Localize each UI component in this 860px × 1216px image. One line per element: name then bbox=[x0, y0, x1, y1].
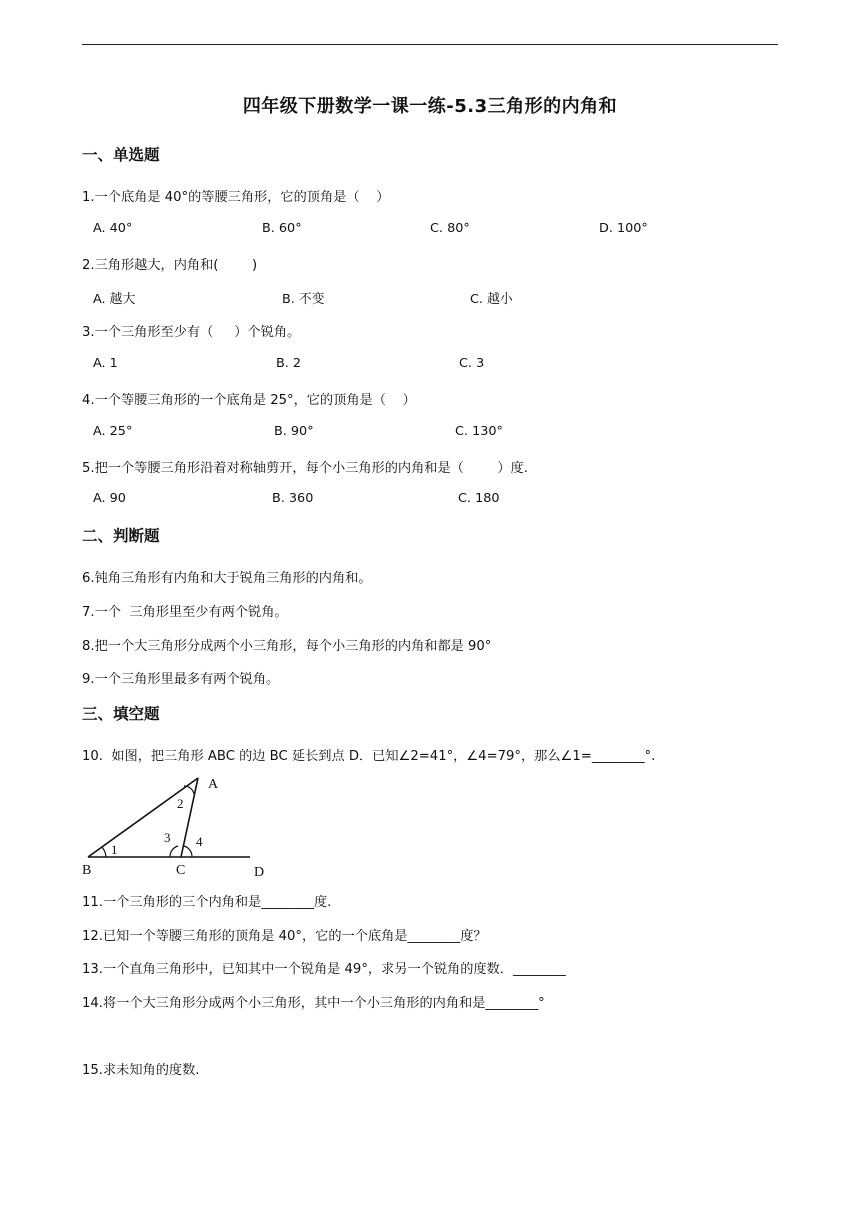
q5-option-c: C. 180 bbox=[458, 491, 500, 506]
angle-2-label: 2 bbox=[177, 796, 184, 811]
q1-option-b: B. 60° bbox=[262, 221, 302, 236]
angle-4-arc bbox=[184, 846, 192, 857]
q4-option-b: B. 90° bbox=[274, 424, 314, 439]
side-ba bbox=[88, 778, 198, 857]
angle-3-label: 3 bbox=[164, 830, 171, 845]
section-heading-single-choice: 一、单选题 bbox=[82, 146, 160, 164]
q5-option-b: B. 360 bbox=[272, 491, 314, 506]
point-c-label: C bbox=[176, 863, 186, 878]
q4-option-a: A. 25° bbox=[93, 424, 133, 439]
question-12: 12.已知一个等腰三角形的顶角是 40°，它的一个底角是________度？ bbox=[82, 929, 487, 944]
page-title: 四年级下册数学一课一练-5.3三角形的内角和 bbox=[242, 96, 618, 117]
section-heading-fill-blank: 三、填空题 bbox=[82, 705, 160, 723]
point-d-label: D bbox=[254, 865, 265, 880]
question-9: 9.一个三角形里最多有两个锐角。 bbox=[82, 672, 280, 687]
q1-option-d: D. 100° bbox=[599, 221, 648, 236]
question-11: 11.一个三角形的三个内角和是________度. bbox=[82, 895, 332, 910]
question-3: 3.一个三角形至少有（ ）个锐角。 bbox=[82, 325, 301, 340]
q3-option-a: A. 1 bbox=[93, 356, 118, 371]
triangle-figure bbox=[80, 770, 270, 880]
q3-option-b: B. 2 bbox=[276, 356, 302, 371]
question-15: 15.求未知角的度数. bbox=[82, 1063, 200, 1078]
question-6: 6.钝角三角形有内角和大于锐角三角形的内角和。 bbox=[82, 571, 372, 586]
angle-1-label: 1 bbox=[111, 842, 118, 857]
question-13: 13.一个直角三角形中，已知其中一个锐角是 49°，求另一个锐角的度数．________ bbox=[82, 962, 566, 977]
question-10: 10. 如图，把三角形 ABC 的边 BC 延长到点 D．已知∠2=41°，∠4=79°，那么∠1=________°. bbox=[82, 749, 656, 764]
q4-option-c: C. 130° bbox=[455, 424, 503, 439]
q2-option-c: C. 越小 bbox=[470, 292, 513, 307]
question-7: 7.一个 三角形里至少有两个锐角。 bbox=[82, 605, 288, 620]
header-rule bbox=[82, 44, 778, 45]
angle-1-arc bbox=[102, 847, 106, 857]
question-2: 2.三角形越大，内角和( ) bbox=[82, 258, 258, 273]
q2-option-b: B. 不变 bbox=[282, 292, 325, 307]
question-1: 1.一个底角是 40°的等腰三角形，它的顶角是（ ） bbox=[82, 190, 390, 205]
q5-option-a: A. 90 bbox=[93, 491, 126, 506]
point-a-label: A bbox=[208, 777, 219, 792]
section-heading-true-false: 二、判断题 bbox=[82, 527, 160, 545]
q1-option-c: C. 80° bbox=[430, 221, 470, 236]
question-14: 14.将一个大三角形分成两个小三角形，其中一个小三角形的内角和是________° bbox=[82, 996, 545, 1011]
point-b-label: B bbox=[82, 863, 92, 878]
question-4: 4.一个等腰三角形的一个底角是 25°，它的顶角是（ ） bbox=[82, 393, 416, 408]
angle-3-arc bbox=[170, 846, 178, 857]
q2-option-a: A. 越大 bbox=[93, 292, 136, 307]
angle-4-label: 4 bbox=[196, 834, 203, 849]
question-8: 8.把一个大三角形分成两个小三角形，每个小三角形的内角和都是 90° bbox=[82, 639, 492, 654]
q3-option-c: C. 3 bbox=[459, 356, 485, 371]
q1-option-a: A. 40° bbox=[93, 221, 133, 236]
question-5: 5.把一个等腰三角形沿着对称轴剪开，每个小三角形的内角和是（ ）度. bbox=[82, 461, 528, 476]
